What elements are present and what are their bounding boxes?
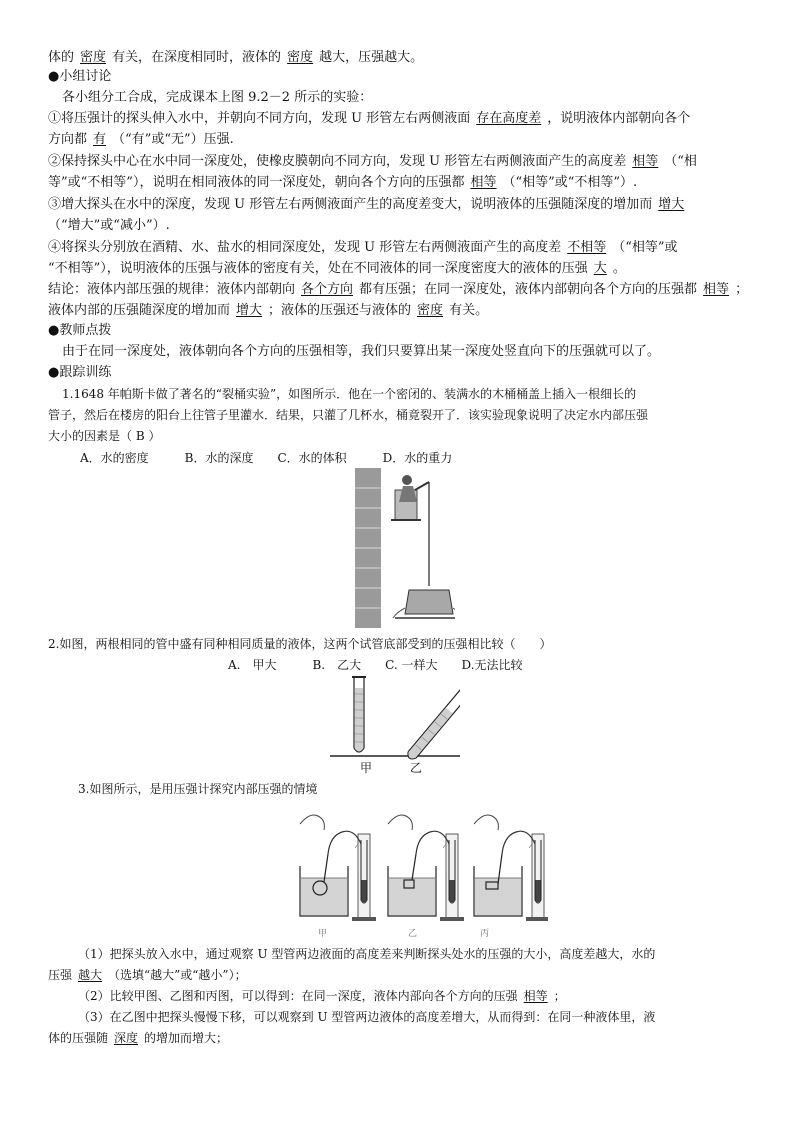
text: （选填“越大”或“越小”）； [108, 968, 247, 982]
answer-blank: 相等 [703, 282, 730, 297]
text: 体的压强随 [48, 1031, 109, 1045]
q1-options: A．水的密度 B．水的深度 C．水的体积 D．水的重力 [80, 451, 453, 465]
text: 越大，压强越大。 [319, 50, 424, 65]
tube-label-jia: 甲 [360, 761, 373, 775]
item-2-line-2 [48, 174, 637, 191]
answer-blank: 密度 [417, 303, 444, 318]
person-body [399, 486, 417, 502]
q3-part1-line2 [48, 967, 247, 984]
setup-jia [300, 815, 376, 921]
text: “不相等”），说明液体的压强与液体的密度有关，处在不同液体的同一深度密度大的液体的压强 [48, 261, 588, 276]
conclusion-line-1 [48, 281, 748, 298]
answer-blank: 存在高度差 [476, 111, 542, 126]
text: 有关，在深度相同时，液体的 [112, 50, 282, 65]
text: ； [735, 282, 749, 297]
text: 等”或“不相等”），说明在相同液体的同一深度处，朝向各个方向的压强都 [48, 175, 465, 190]
group-intro: 各小组分工合成，完成课本上图 9.2－2 所示的实验： [62, 90, 373, 105]
text: 。 [612, 261, 626, 276]
answer-blank: 不相等 [567, 240, 607, 255]
answer-blank: 相等 [470, 175, 497, 190]
setup-yi [388, 815, 464, 921]
top-line [48, 49, 423, 66]
text: 方向都 [48, 132, 88, 147]
teacher-text: 由于在同一深度处，液体朝向各个方向的压强相等，我们只要算出某一深度处竖直向下的压强就可以了。 [62, 344, 661, 359]
text: （“有”或“无”）压强. [112, 132, 234, 147]
answer-blank: 增大 [658, 197, 685, 212]
text: 体的 [48, 50, 75, 65]
text: （“相等”或 [612, 240, 678, 255]
answer-blank: 大 [593, 261, 607, 276]
text: ； [553, 989, 566, 1003]
item-1-line-2 [48, 131, 234, 148]
q1-line-3: 大小的因素是（ B ） [48, 429, 161, 443]
text: 结论：液体内部压强的规律：液体内部朝向 [48, 282, 296, 297]
barrel [405, 590, 453, 614]
barrel-experiment-figure [355, 468, 455, 628]
text: 压强 [48, 968, 73, 982]
setup-label-jia: 甲 [318, 929, 328, 939]
conclusion-line-2 [48, 302, 488, 319]
pressure-gauge-figure [288, 804, 548, 926]
answer-blank: 越大 [78, 968, 103, 982]
text: 的增加而增大； [144, 1031, 229, 1045]
setup-label-yi: 乙 [408, 929, 418, 939]
text: ①将压强计的探头伸入水中，并朝向不同方向，发现 U 形管左右两侧液面 [48, 111, 471, 126]
q3-stem: 3.如图所示，是用压强计探究内部压强的情境 [78, 782, 318, 796]
item-3-line-2: （“增大”或“减小”）. [48, 218, 170, 233]
q3-part3-line1: （3）在乙图中把探头慢慢下移，可以观察到 U 型管两边液体的高度差增大，从而得到：在同一种液体里，液 [78, 1010, 656, 1024]
setup-label-bing: 丙 [480, 929, 490, 939]
q3-part3-line2 [48, 1030, 228, 1047]
setup-bing [474, 815, 548, 921]
tube-yi [406, 684, 460, 760]
text: 液体内部的压强随深度的增加而 [48, 303, 231, 318]
answer-blank: 密度 [287, 50, 314, 65]
answer-blank: 增大 [236, 303, 263, 318]
text: ④将探头分别放在酒精、水、盐水的相同深度处，发现 U 形管左右两侧液面产生的高度差 [48, 240, 562, 255]
item-4-line-2 [48, 260, 626, 277]
answer-blank: 相等 [632, 154, 659, 169]
text: ；液体的压强还与液体的 [268, 303, 412, 318]
answer-blank: 各个方向 [301, 282, 354, 297]
group-heading: ●小组讨论 [48, 69, 112, 84]
item-3-line-1 [48, 196, 690, 213]
teacher-heading: ●教师点拨 [48, 323, 112, 338]
q2-stem: 2.如图，两根相同的管中盛有同种相同质量的液体，这两个试管底部受到的压强相比较（ ） [48, 637, 552, 651]
item-4-line-1 [48, 239, 678, 256]
text: 有关。 [449, 303, 489, 318]
text: （2）比较甲图、乙图和丙图，可以得到：在同一深度，液体内部向各个方向的压强 [78, 989, 518, 1003]
q1-line-2: 管子，然后在楼房的阳台上往管子里灌水．结果，只灌了几杯水，桶竟裂开了．该实验现象说明了决定水内部压强 [48, 408, 649, 422]
text: （“相等”或“不相等”）. [502, 175, 638, 190]
text: （“相 [664, 154, 697, 169]
q3-part1-line1: （1）把探头放入水中，通过观察 U 型管两边液面的高度差来判断探头处水的压强的大小，高度差越大，水的 [78, 947, 656, 961]
item-1-line-1 [48, 110, 690, 127]
q3-part2 [78, 988, 566, 1005]
item-2-line-1 [48, 153, 697, 170]
q2-options: A. 甲大 B. 乙大 C. 一样大 D.无法比较 [228, 658, 523, 672]
text: 都有压强；在同一深度处，液体内部朝向各个方向的压强都 [359, 282, 698, 297]
text: ，说明液体内部朝向各个 [547, 111, 691, 126]
q1-line-1: 1.1648 年帕斯卡做了著名的“裂桶实验”，如图所示．他在一个密闭的、装满水的木桶桶盖上插入一根细长的 [62, 387, 637, 401]
answer-blank: 相等 [523, 989, 548, 1003]
answer-blank: 密度 [80, 50, 107, 65]
text: ②保持探头中心在水中同一深度处，使橡皮膜朝向不同方向，发现 U 形管左右两侧液面产生的高度差 [48, 154, 627, 169]
person-head [402, 475, 412, 485]
answer-blank: 深度 [114, 1031, 139, 1045]
two-tubes-figure [330, 676, 460, 760]
answer-blank: 有 [93, 132, 107, 147]
tube-jia [352, 676, 366, 752]
practice-heading: ●跟踪训练 [48, 365, 112, 380]
text: ③增大探头在水中的深度，发现 U 形管左右两侧液面产生的高度差变大，说明液体的压强随深度的增加而 [48, 197, 653, 212]
tube-label-yi: 乙 [410, 761, 423, 775]
